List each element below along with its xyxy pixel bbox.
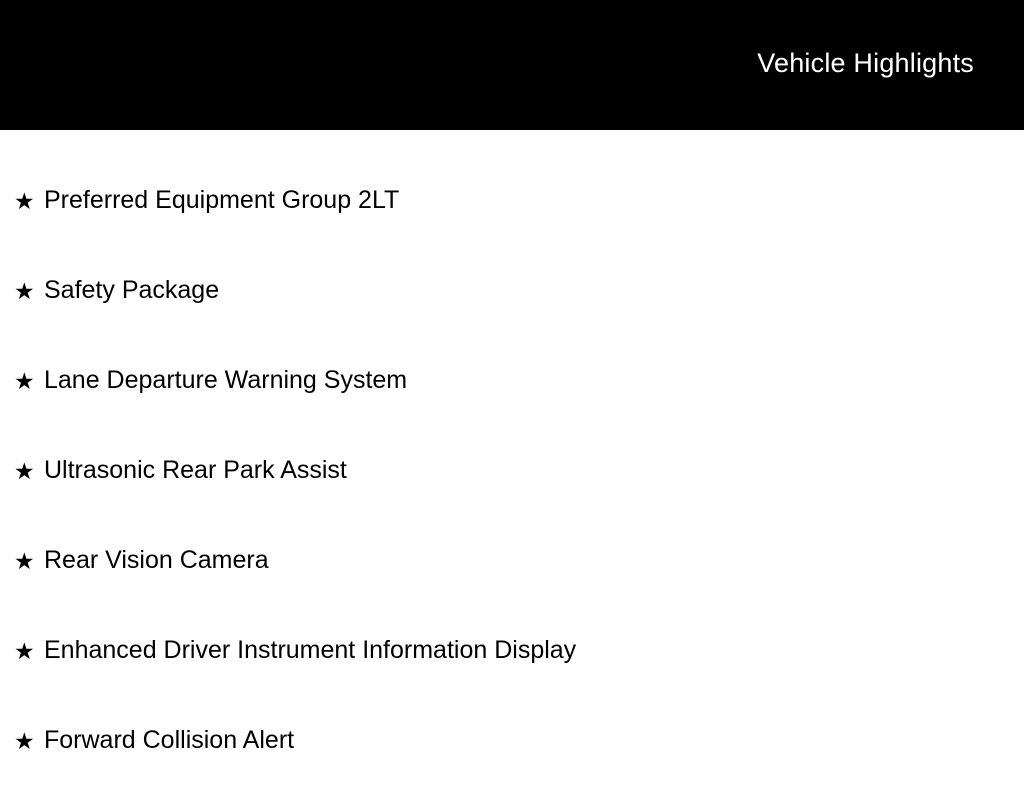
- star-icon: ★: [14, 367, 35, 394]
- list-item: [0, 246, 1024, 336]
- list-item: [0, 516, 1024, 606]
- list-item: [0, 696, 1024, 786]
- list-item-label: Forward Collision Alert: [44, 726, 295, 755]
- header-bar: [0, 0, 1024, 130]
- page-title: Vehicle Highlights: [757, 48, 974, 78]
- star-icon: ★: [14, 187, 35, 214]
- list-item: [0, 336, 1024, 426]
- list-item-label: Enhanced Driver Instrument Information Display: [44, 636, 577, 665]
- star-icon: ★: [14, 547, 35, 574]
- list-item-label: Rear Vision Camera: [44, 546, 269, 575]
- vehicle-highlights-list: [0, 156, 1024, 786]
- star-icon: ★: [14, 277, 35, 304]
- list-item-label: Ultrasonic Rear Park Assist: [44, 456, 347, 485]
- list-item-label: Preferred Equipment Group 2LT: [44, 186, 400, 215]
- star-icon: ★: [14, 637, 35, 664]
- list-item-label: Safety Package: [44, 276, 220, 305]
- list-item: [0, 606, 1024, 696]
- list-item: [0, 156, 1024, 246]
- list-item-label: Lane Departure Warning System: [44, 366, 408, 395]
- star-icon: ★: [14, 457, 35, 484]
- star-icon: ★: [14, 727, 35, 754]
- list-item: [0, 426, 1024, 516]
